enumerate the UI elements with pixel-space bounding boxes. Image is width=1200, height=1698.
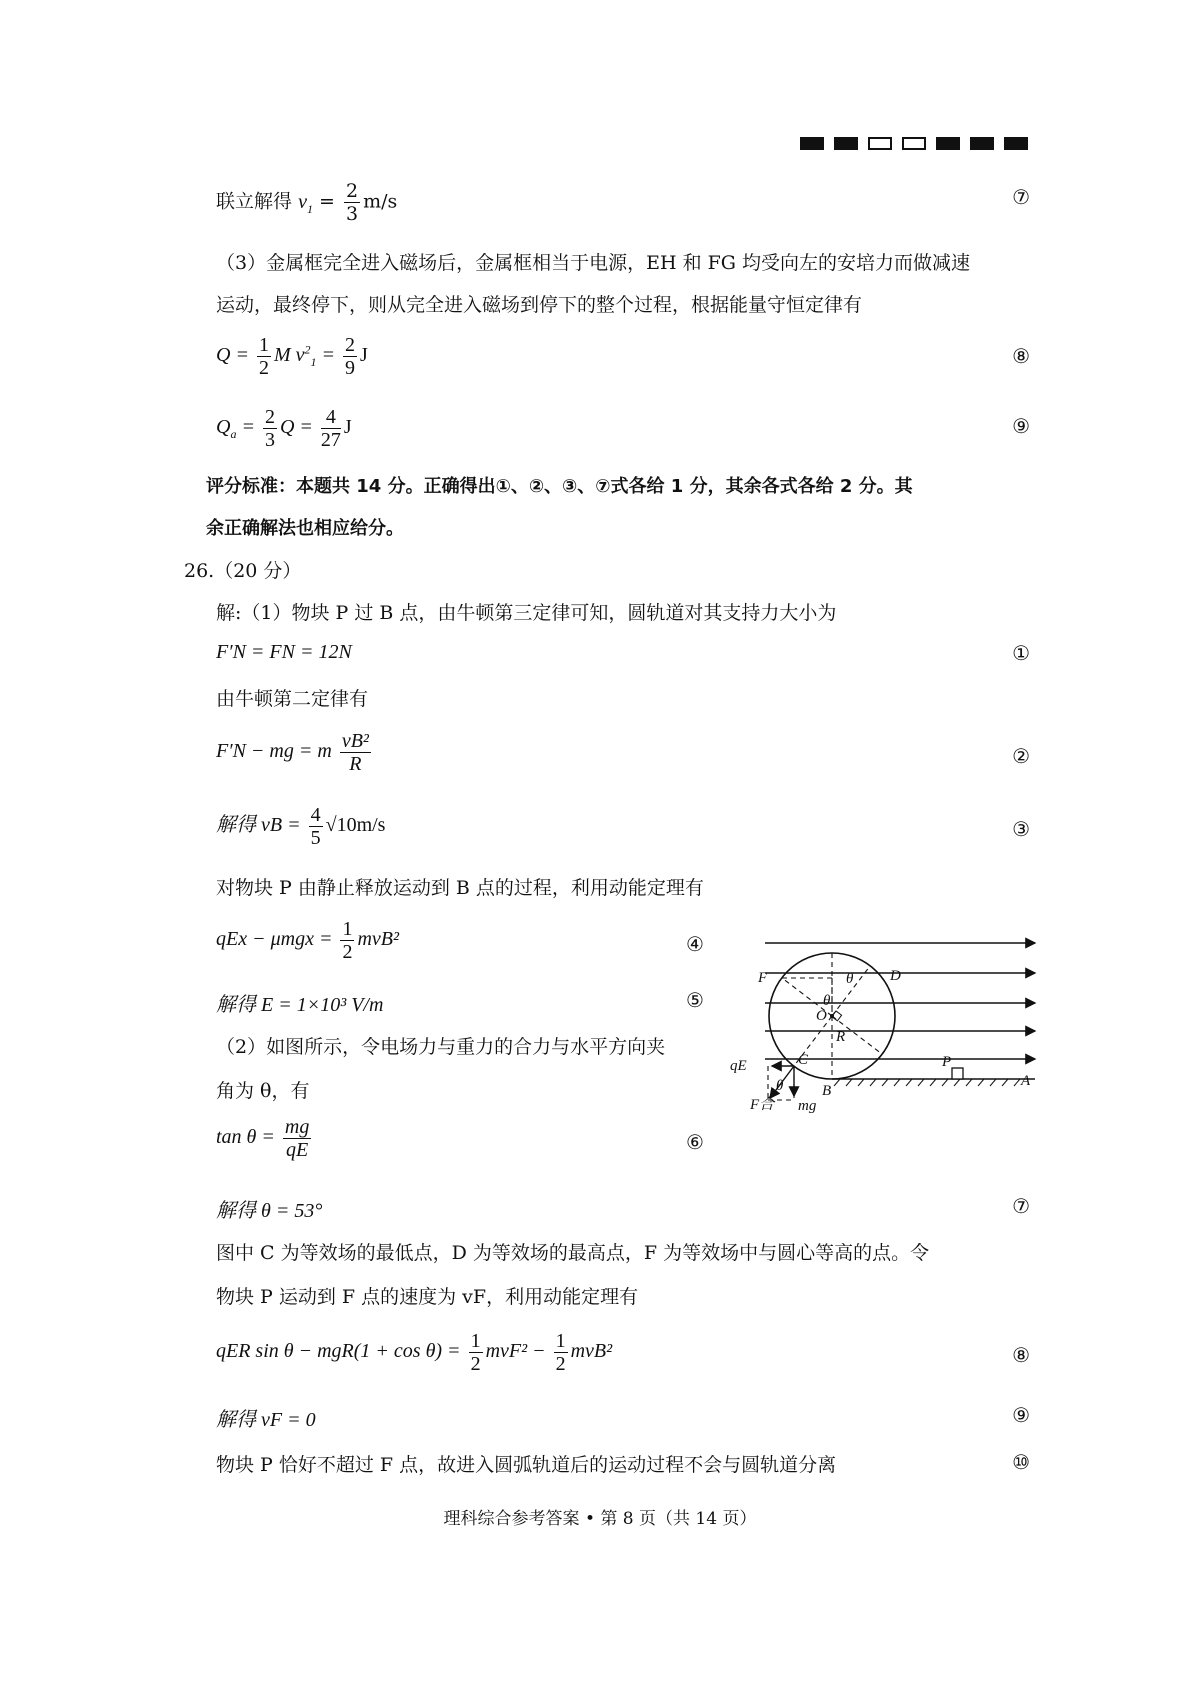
equation-text: mvB² xyxy=(357,928,399,951)
denominator: 3 xyxy=(264,429,275,451)
fraction xyxy=(344,180,360,225)
equation-text: 解得 vB = xyxy=(216,814,301,837)
equation-number: ⑧ xyxy=(1012,344,1030,368)
paragraph-line: 对物块 P 由静止释放运动到 B 点的过程，利用动能定理有 xyxy=(216,877,704,899)
equation-text: mvF² − xyxy=(485,1340,546,1363)
denominator: 2 xyxy=(470,1353,481,1375)
label-b: B xyxy=(822,1083,832,1099)
equation-number: ⑦ xyxy=(1012,1194,1030,1218)
equation-text: M v xyxy=(273,344,305,367)
equation-1: F′N = FN = 12N xyxy=(216,641,352,663)
label-qe: qE xyxy=(730,1058,747,1074)
mark-block xyxy=(868,137,892,150)
equation-4 xyxy=(216,918,399,963)
equation-number: ④ xyxy=(686,932,704,956)
equation-number: ② xyxy=(1012,744,1030,768)
solve-v1-line xyxy=(216,180,397,225)
label-theta: θ xyxy=(776,1078,784,1094)
label-c: C xyxy=(798,1052,809,1068)
page-footer: 理科综合参考答案 • 第 8 页（共 14 页） xyxy=(443,1509,757,1529)
paragraph-line: 解:（1）物块 P 过 B 点，由牛顿第三定律可知，圆轨道对其支持力大小为 xyxy=(216,602,837,624)
equation-text: √10m/s xyxy=(325,814,386,837)
equation-6 xyxy=(216,1116,314,1161)
numerator: 2 xyxy=(345,180,359,202)
equation-q xyxy=(216,334,368,379)
label-f-resultant: F合 xyxy=(750,1097,775,1113)
label-d: D xyxy=(890,968,901,984)
grading-criteria: 余正确解法也相应给分。 xyxy=(206,518,404,539)
equation-number: ⑩ xyxy=(1012,1450,1030,1474)
mark-block xyxy=(936,137,960,150)
equation-number: ⑦ xyxy=(1012,185,1030,209)
unit: m/s xyxy=(363,190,398,213)
label-o: O xyxy=(816,1008,827,1024)
equation-number: ⑧ xyxy=(1012,1343,1030,1367)
numerator: mg xyxy=(284,1116,310,1138)
mark-block xyxy=(970,137,994,150)
numerator: 1 xyxy=(555,1330,566,1352)
label-p: P xyxy=(942,1054,952,1070)
block-p xyxy=(952,1068,963,1079)
denominator: 2 xyxy=(258,357,269,379)
denominator: 3 xyxy=(345,203,359,225)
equation-text: Q xyxy=(216,416,231,439)
center-point xyxy=(830,1014,834,1018)
physics-figure xyxy=(730,928,1040,1128)
equation-text: F′N − mg = m xyxy=(216,740,332,763)
header-marks xyxy=(800,137,1028,150)
mark-block xyxy=(1004,137,1028,150)
numerator: vB² xyxy=(341,730,369,752)
equation-qa xyxy=(216,406,352,451)
equation-7: 解得 θ = 53° xyxy=(216,1200,323,1222)
paragraph-line: 图中 C 为等效场的最低点，D 为等效场的最高点，F 为等效场中与圆心等高的点。令 xyxy=(216,1242,930,1264)
grading-criteria: 评分标准：本题共 14 分。正确得出①、②、③、⑦式各给 1 分，其余各式各给 2 分。其 xyxy=(206,476,913,497)
equation-9: 解得 vF = 0 xyxy=(216,1409,316,1431)
label-a: A xyxy=(1021,1073,1031,1089)
equation-number: ③ xyxy=(1012,817,1030,841)
paragraph-line: 运动，最终停下，则从完全进入磁场到停下的整个过程，根据能量守恒定律有 xyxy=(216,294,863,316)
denominator: 5 xyxy=(310,827,321,849)
denominator: 2 xyxy=(555,1353,566,1375)
question-number: 26.（20 分） xyxy=(184,560,302,582)
equals: = xyxy=(321,344,335,367)
equation-number: ① xyxy=(1012,641,1030,665)
mark-block xyxy=(800,137,824,150)
equation-text: qER sin θ − mgR(1 + cos θ) = xyxy=(216,1340,461,1363)
symbol: v xyxy=(298,190,307,213)
label-r: R xyxy=(836,1029,846,1045)
equation-number: ⑥ xyxy=(686,1130,704,1154)
equation-8 xyxy=(216,1330,612,1375)
denominator: R xyxy=(349,753,362,775)
equals: = xyxy=(241,416,255,439)
denominator: 9 xyxy=(345,357,355,379)
paragraph-line: （3）金属框完全进入磁场后，金属框相当于电源，EH 和 FG 均受向左的安培力而做减速 xyxy=(216,252,971,274)
equation-text: tan θ = xyxy=(216,1126,275,1149)
label-theta: θ xyxy=(823,993,831,1009)
numerator: 1 xyxy=(470,1330,481,1352)
equation-number: ⑨ xyxy=(1012,1403,1030,1427)
superscript: 2 xyxy=(304,342,311,357)
equation-3 xyxy=(216,804,385,849)
equation-number: ⑤ xyxy=(686,988,704,1012)
denominator: 27 xyxy=(320,429,341,451)
equation-text: Q = xyxy=(279,416,313,439)
subscript: 1 xyxy=(306,201,313,216)
label-f: F xyxy=(758,970,768,986)
numerator: 2 xyxy=(345,334,355,356)
ground-hatch xyxy=(834,1079,1020,1086)
denominator: qE xyxy=(286,1139,309,1161)
mark-block xyxy=(902,137,926,150)
denominator: 2 xyxy=(342,941,353,963)
paragraph-line: 由牛顿第二定律有 xyxy=(216,688,369,710)
subscript: 1 xyxy=(310,355,317,370)
unit: J xyxy=(343,416,352,439)
label-theta: θ xyxy=(846,971,854,987)
equation-text: mvB² xyxy=(570,1340,613,1363)
equation-number: ⑨ xyxy=(1012,414,1030,438)
numerator: 4 xyxy=(310,804,321,826)
mark-block xyxy=(834,137,858,150)
label-text: 联立解得 xyxy=(216,190,293,213)
numerator: 2 xyxy=(264,406,275,428)
paragraph-line: （2）如图所示，令电场力与重力的合力与水平方向夹 xyxy=(216,1036,666,1058)
equation-text: qEx − μmgx = xyxy=(216,928,333,951)
numerator: 1 xyxy=(258,334,269,356)
label-mg: mg xyxy=(798,1098,817,1114)
equation-2 xyxy=(216,730,374,775)
equation-text: Q = xyxy=(216,344,249,367)
field-lines xyxy=(765,943,1035,1059)
paragraph-line: 物块 P 运动到 F 点的速度为 vF，利用动能定理有 xyxy=(216,1286,639,1308)
numerator: 4 xyxy=(321,406,341,429)
numerator: 1 xyxy=(342,918,353,940)
equals: = xyxy=(319,190,335,213)
unit: J xyxy=(360,344,368,367)
paragraph-line: 角为 θ，有 xyxy=(216,1080,310,1102)
paragraph-line: 物块 P 恰好不超过 F 点，故进入圆弧轨道后的运动过程不会与圆轨道分离 xyxy=(216,1454,837,1476)
subscript: a xyxy=(230,427,237,442)
equation-5: 解得 E = 1×10³ V/m xyxy=(216,994,384,1016)
